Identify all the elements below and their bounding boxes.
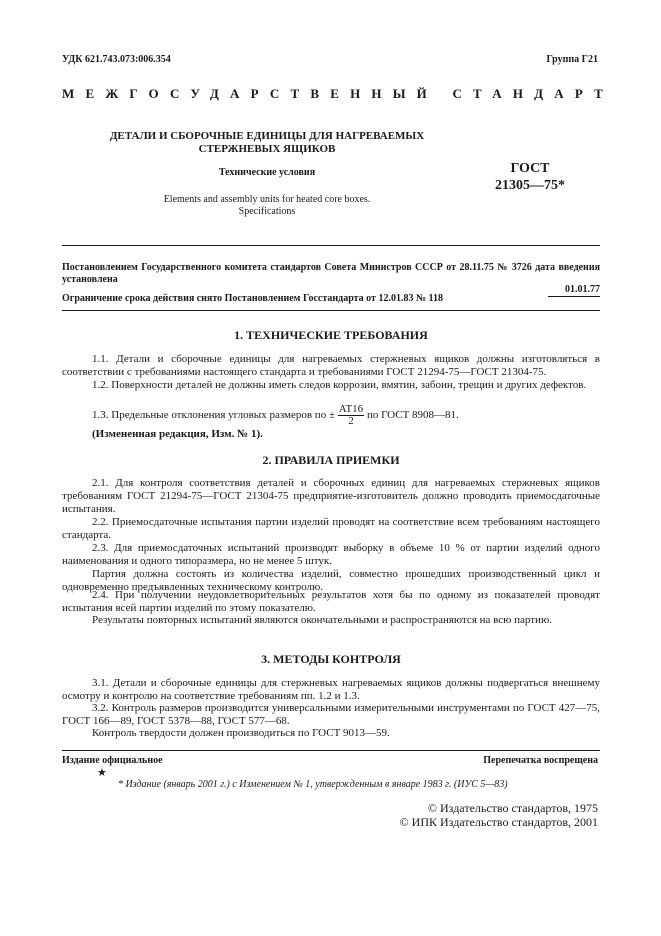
paragraph-1-1: 1.1. Детали и сборочные единицы для нагреваемых стержневых ящиков должны изготовляться в соответствии с требованиями настоящего стандарта и требованиями ГОСТ 21294-75—ГОСТ 21304-75.	[62, 353, 600, 378]
udk-code: УДК 621.743.073:006.354	[62, 54, 171, 65]
paragraph-2-4: 2.4. При получении неудовлетворительных результатов хотя бы по одному из показателей проводят испытания всей партии изделий по этому показателю.	[62, 589, 600, 614]
official-edition-label: Издание официальное	[62, 755, 163, 766]
paragraph-1-2: 1.2. Поверхности деталей не должны иметь следов коррозии, вмятин, забоин, трещин и других дефектов.	[92, 379, 587, 391]
paragraph-2-3-batch: Партия должна состоять из количества изделий, совместно прошедших производственный цикл и одновременно предъявленных техническому контролю.	[62, 568, 600, 593]
divider-top	[62, 245, 600, 246]
paragraph-3-2: 3.2. Контроль размеров производится универсальными измерительными инструментами по ГОСТ 427—75, ГОСТ 166—89, ГОСТ 5378—88, ГОСТ 577—68.	[62, 702, 600, 727]
decree-date: 01.01.77	[565, 284, 600, 295]
banner-interstate-standard: МЕЖГОСУДАРСТВЕННЫЙ СТАНДАРТ	[62, 86, 615, 101]
fraction-denominator: 2	[348, 414, 354, 427]
edition-note: * Издание (январь 2001 г.) с Изменением № 1, утвержденным в январе 1983 г. (ИУС 5—83)	[118, 779, 508, 790]
subtitle: Технические условия	[218, 167, 316, 178]
paragraph-2-2: 2.2. Приемосдаточные испытания партии изделий проводят на соответствие всем требованиям настоящего стандарта.	[62, 516, 600, 541]
copyright-1975: © Издательство стандартов, 1975	[427, 801, 598, 815]
gost-label: ГОСТ	[510, 161, 550, 176]
paragraph-2-3: 2.3. Для приемосдаточных испытаний производят выборку в объеме 10 % от партии изделий одного наименования и одного типоразмера, но не менее 5 штук.	[62, 542, 600, 567]
limit-text: Ограничение срока действия снято Постановлением Госстандарта от 12.01.83 № 118	[62, 293, 443, 304]
paragraph-2-1: 2.1. Для контроля соответствия деталей и сборочных единиц для нагреваемых стержневых ящиков требованиям ГОСТ 21294-75—ГОСТ 21304-75 предприятие-изготовитель должно проводить приемосдаточные испытания.	[62, 477, 600, 515]
section-1-heading: 1. ТЕХНИЧЕСКИЕ ТРЕБОВАНИЯ	[234, 328, 428, 342]
title-line-1: ДЕТАЛИ И СБОРОЧНЫЕ ЕДИНИЦЫ ДЛЯ НАГРЕВАЕМЫХ	[109, 130, 425, 142]
divider-decree	[62, 310, 600, 311]
paragraph-3-2-hardness: Контроль твердости должен производиться по ГОСТ 9013—59.	[92, 727, 390, 739]
english-title-2: Specifications	[238, 206, 296, 217]
amendment-note: (Измененная редакция, Изм. № 1).	[92, 428, 263, 440]
paragraph-1-3-text: 1.3. Предельные отклонения угловых размеров по ±	[92, 409, 335, 421]
star-icon: ★	[97, 767, 107, 779]
reprint-prohibited-label: Перепечатка воспрещена	[483, 755, 598, 766]
gost-number: 21305—75*	[495, 178, 565, 193]
fraction-at16	[338, 404, 364, 427]
copyright-2001: © ИПК Издательство стандартов, 2001	[399, 815, 598, 829]
title-line-2: СТЕРЖНЕВЫХ ЯЩИКОВ	[198, 143, 336, 155]
paragraph-1-3	[92, 403, 600, 427]
paragraph-1-3-ref: по ГОСТ 8908—81.	[366, 409, 459, 421]
paragraph-3-1: 3.1. Детали и сборочные единицы для стержневых нагреваемых ящиков должны подвергаться внешнему осмотру и контролю на соответствие требованиям пп. 1.2 и 1.3.	[62, 677, 600, 702]
decree-text: Постановлением Государственного комитета стандартов Совета Министров СССР от 28.11.75 № 3726 дата введения установлена	[62, 262, 600, 285]
fraction-numerator: AT16	[338, 402, 364, 415]
section-2-heading: 2. ПРАВИЛА ПРИЕМКИ	[262, 453, 400, 467]
date-underline	[548, 296, 600, 297]
section-3-heading: 3. МЕТОДЫ КОНТРОЛЯ	[261, 652, 401, 666]
divider-footer	[62, 750, 600, 751]
english-title-1: Elements and assembly units for heated core boxes.	[163, 194, 371, 205]
paragraph-2-4-results: Результаты повторных испытаний являются окончательными и распространяются на всю партию.	[92, 614, 552, 626]
group-code: Группа Г21	[546, 54, 598, 65]
